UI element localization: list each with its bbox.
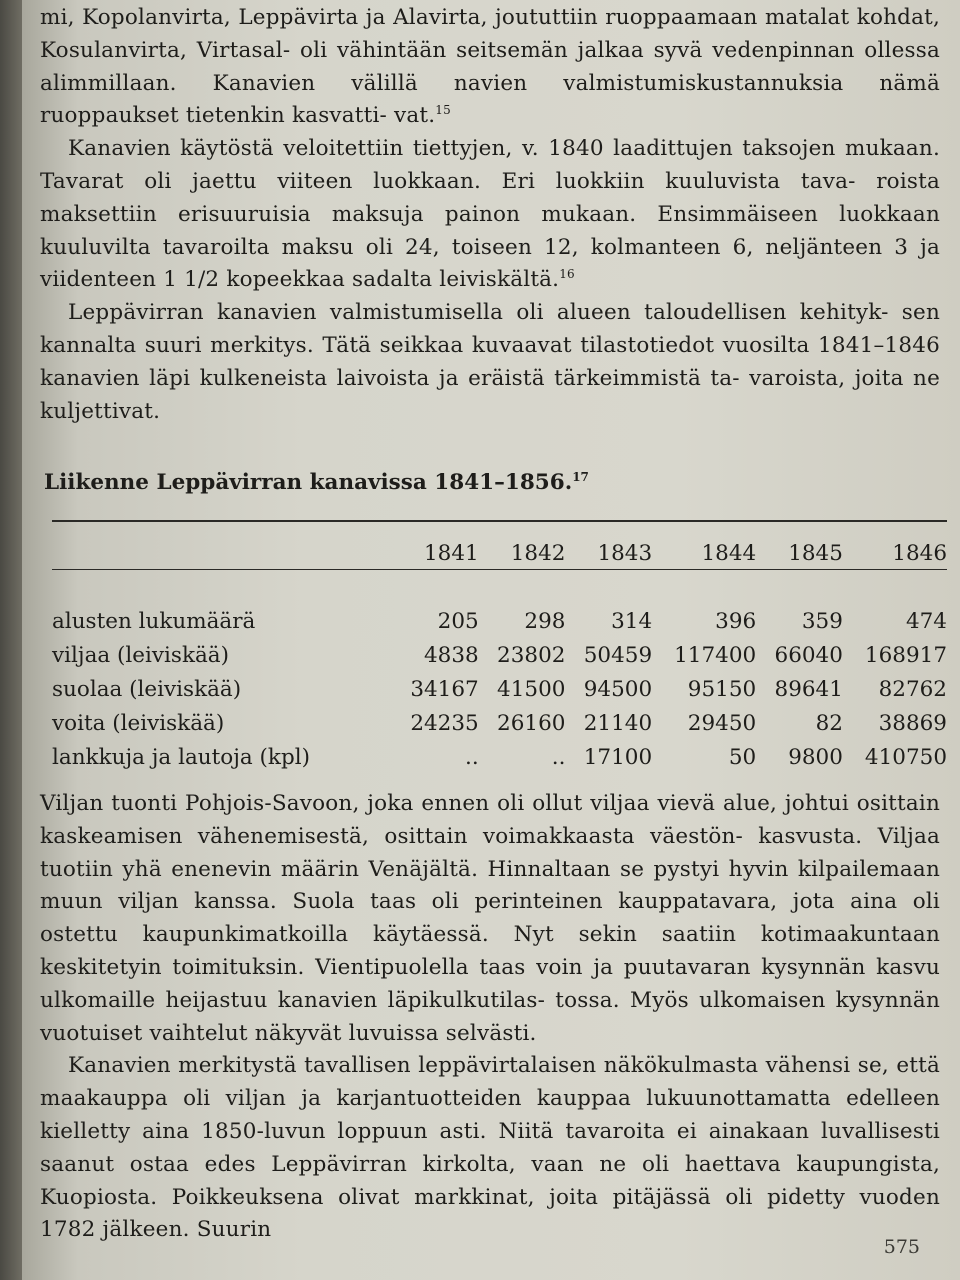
footnote-ref-15: 15 xyxy=(435,103,451,118)
table-cell: 41500 xyxy=(497,676,566,702)
row-label: viljaa (leiviskää) xyxy=(52,642,230,668)
table-cell: 23802 xyxy=(497,642,566,668)
table-title: Liikenne Leppävirran kanavissa 1841–1856.17 xyxy=(44,469,589,495)
year-header: 1844 xyxy=(701,540,757,566)
row-label: lankkuja ja lautoja (kpl) xyxy=(52,744,310,770)
table-top-rule xyxy=(52,520,947,522)
table-cell: 359 xyxy=(801,608,843,634)
table-row xyxy=(52,672,947,706)
table-header-empty xyxy=(52,536,392,570)
year-header: 1843 xyxy=(597,540,653,566)
table-cell: 21140 xyxy=(583,710,653,736)
year-header: 1845 xyxy=(788,540,843,566)
table-cell: 205 xyxy=(437,608,479,634)
row-label: suolaa (leiviskää) xyxy=(52,676,242,702)
table-cell: 95150 xyxy=(687,676,757,702)
table-cell: 29450 xyxy=(687,710,757,736)
table-cell: 410750 xyxy=(864,744,947,770)
page-number: 575 xyxy=(883,1236,920,1258)
table-cell: 17100 xyxy=(583,744,653,770)
table-cell: .. xyxy=(551,744,566,770)
table-cell: 168917 xyxy=(864,642,947,668)
footnote-ref-17: 17 xyxy=(572,469,589,484)
table-cell: 66040 xyxy=(774,642,843,668)
row-label: voita (leiviskää) xyxy=(52,710,225,736)
table-cell: 94500 xyxy=(583,676,653,702)
table-cell: 26160 xyxy=(497,710,566,736)
book-page xyxy=(22,0,960,1280)
table-cell: 9800 xyxy=(788,744,843,770)
traffic-table xyxy=(52,536,947,774)
year-header: 1842 xyxy=(510,540,566,566)
bottom-text-block xyxy=(40,788,940,1247)
row-label: alusten lukumäärä xyxy=(52,608,256,634)
book-gutter-shadow xyxy=(0,0,22,1280)
table-cell: 89641 xyxy=(774,676,843,702)
paragraph-2: Kanavien käytöstä veloitettiin tiettyjen, v. 1840 laadittujen taksojen mukaan. Tavarat oli jaettu viiteen luokkaan. Eri luokkiin kuuluvista tava- roista maksettiin erisuuruisia maksuja painon mukaan. Ensimmäiseen luokkaan kuuluvilta tavaroilta maksu oli 24, toiseen 12, kolmanteen 6, neljänteen 3 ja viidenteen 1 1/2 kopeekkaa sadalta leiviskältä.$^{16}$ xyxy=(40,136,940,293)
table-header-row xyxy=(52,536,947,570)
table-cell: 117400 xyxy=(674,642,757,668)
table-cell: 82 xyxy=(815,710,843,736)
year-header: 1846 xyxy=(892,540,947,566)
paragraph-4: Viljan tuonti Pohjois-Savoon, joka ennen oli ollut viljaa vievä alue, johtui osittain kaskeamisen vähenemisestä, osittain voimakkaasta väestön- kasvusta. Viljaa tuotiin yhä enenevin määrin Venäjältä. Hinnaltaan se pystyi hyvin kilpailemaan muun viljan kanssa. Suola taas oli perinteinen kauppatavara, jota aina oli ostettu kaupunkimatkoilla käytäessä. Nyt sekin saatiin kotimaakuntaan keskitetyin toimituksin. Vientipuolella taas voin ja puutavaran kysynnän kasvu ulkomaille heijastuu kanavien läpikulkutilas- tossa. Myös ulkomaisen kysynnän vuotuiset vaihtelut näkyvät luvuissa selvästi. xyxy=(40,791,940,1046)
table-cell: 4838 xyxy=(424,642,479,668)
table-cell: .. xyxy=(465,744,479,770)
table-cell: 24235 xyxy=(410,710,479,736)
footnote-ref-16: 16 xyxy=(559,267,575,282)
table-cell: 474 xyxy=(905,608,947,634)
top-text-block xyxy=(40,2,940,428)
table-row xyxy=(52,638,947,672)
table-cell: 50459 xyxy=(583,642,653,668)
table-cell: 314 xyxy=(611,608,653,634)
paragraph-5: Kanavien merkitystä tavallisen leppävirtalaisen näkökulmasta vähensi se, että maakauppa oli viljan ja karjantuotteiden kauppaa lukuunottamatta edelleen kielletty aina 1850-luvun loppuun asti. Niitä tavaroita ei ainakaan luvallisesti saanut ostaa edes Leppävirran kirkolta, vaan ne oli haettava kaupungista, Kuopiosta. Poikkeuksena olivat markkinat, joita pitäjässä oli pidetty vuoden 1782 jälkeen. Suurin xyxy=(40,1053,940,1243)
year-header: 1841 xyxy=(424,540,479,566)
table-cell: 82762 xyxy=(878,676,947,702)
table-cell: 298 xyxy=(524,608,566,634)
table-cell: 396 xyxy=(715,608,757,634)
table-cell: 38869 xyxy=(878,710,947,736)
table-row xyxy=(52,706,947,740)
table-row xyxy=(52,604,947,638)
paragraph-1: mi, Kopolanvirta, Leppävirta ja Alavirta, joututtiin ruoppaamaan matalat kohdat, Kosulanvirta, Virtasal- oli vähintään seitsemän jalkaa syvä vedenpinnan ollessa alimmillaan. Kanavien välillä navien valmistumiskustannuksia nämä ruoppaukset tietenkin kasvatti- vat.$^{15}$ xyxy=(40,5,940,129)
table-row xyxy=(52,740,947,774)
table-cell: 50 xyxy=(728,744,757,770)
table-cell: 34167 xyxy=(410,676,479,702)
paragraph-3: Leppävirran kanavien valmistumisella oli alueen taloudellisen kehityk- sen kannalta suuri merkitys. Tätä seikkaa kuvaavat tilastotiedot vuosilta 1841–1846 kanavien läpi kulkeneista laivoista ja eräistä tärkeimmistä ta- varoista, joita ne kuljettivat. xyxy=(40,300,940,424)
